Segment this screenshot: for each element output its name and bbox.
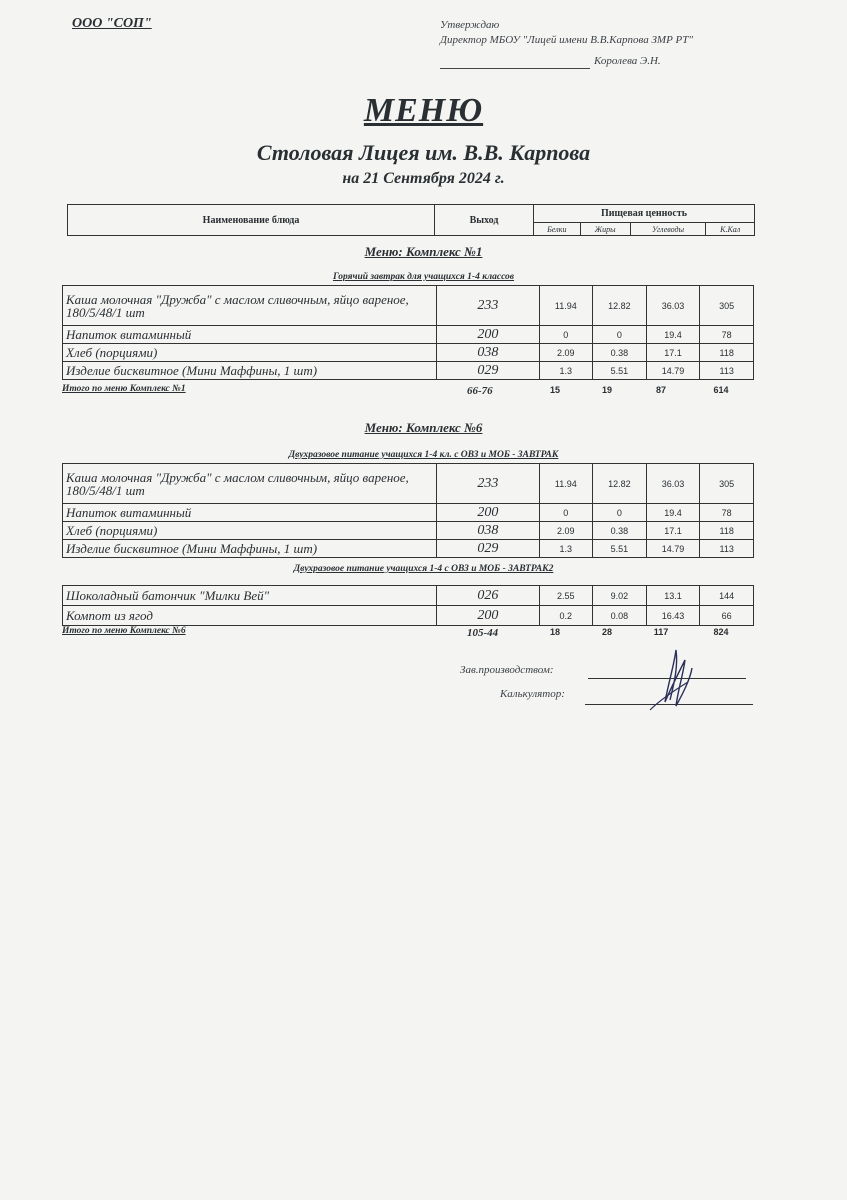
- header-dish-name: Наименование блюда: [68, 205, 435, 236]
- dish-kcal: 66: [700, 606, 754, 626]
- dish-kcal: 305: [700, 464, 754, 504]
- calculator-signature: [500, 688, 565, 700]
- dish-protein: 0.2: [539, 606, 593, 626]
- approver-name: Королева Э.Н.: [594, 55, 661, 67]
- header-yield: Выход: [435, 205, 534, 236]
- total-kcal: 824: [713, 627, 729, 637]
- total-label: Итого по меню Комплекс №1: [62, 384, 186, 394]
- dish-protein: 0: [539, 326, 593, 344]
- dish-carbs: 17.1: [646, 344, 700, 362]
- header-fat: Жиры: [580, 223, 630, 236]
- dish-carbs: 13.1: [646, 586, 700, 606]
- dish-yield: 233: [437, 464, 539, 504]
- total-yield: 105-44: [467, 627, 499, 639]
- dish-fat: 0.08: [593, 606, 647, 626]
- menu-date: на 21 Сентября 2024 г.: [342, 170, 505, 187]
- dish-protein: 0: [539, 504, 593, 522]
- complex6-title: Меню: Комплекс №6: [364, 420, 483, 435]
- table-row: [63, 586, 754, 606]
- calculator-label: Калькулятор:: [500, 688, 565, 700]
- dish-yield: 029: [437, 540, 539, 558]
- dish-kcal: 113: [700, 540, 754, 558]
- dish-fat: 0.38: [593, 522, 647, 540]
- dish-name: Шоколадный батончик "Милки Вей": [63, 586, 437, 606]
- dish-carbs: 14.79: [646, 362, 700, 380]
- dish-fat: 5.51: [593, 540, 647, 558]
- dish-name: Изделие бисквитное (Мини Маффины, 1 шт): [63, 540, 437, 558]
- dish-yield: 038: [437, 522, 539, 540]
- menu-table-header: [67, 204, 755, 236]
- dish-yield: 200: [437, 504, 539, 522]
- header-kcal: К.Кал: [706, 223, 755, 236]
- dish-name: Хлеб (порциями): [63, 522, 437, 540]
- dish-fat: 5.51: [593, 362, 647, 380]
- handwritten-signature: [640, 640, 700, 720]
- total-fat: 19: [601, 385, 612, 395]
- total-fat: 28: [601, 627, 612, 637]
- dish-name: Каша молочная "Дружба" с маслом сливочным, яйцо вареное, 180/5/48/1 шт: [63, 464, 437, 504]
- dish-carbs: 36.03: [646, 464, 700, 504]
- dish-fat: 0: [593, 504, 647, 522]
- dish-kcal: 113: [700, 362, 754, 380]
- table-row: [63, 286, 754, 326]
- dish-protein: 1.3: [539, 540, 593, 558]
- total-protein: 15: [549, 385, 560, 395]
- dish-carbs: 14.79: [646, 540, 700, 558]
- page-title: МЕНЮ: [363, 92, 484, 129]
- complex1-group-title: Горячий завтрак для учащихся 1-4 классов: [332, 272, 515, 282]
- dish-protein: 2.09: [539, 522, 593, 540]
- dish-kcal: 144: [700, 586, 754, 606]
- dish-name: Изделие бисквитное (Мини Маффины, 1 шт): [63, 362, 437, 380]
- total-carbs: 117: [653, 627, 669, 637]
- page-subtitle: Столовая Лицея им. В.В. Карпова: [256, 140, 591, 165]
- dish-yield: 200: [437, 326, 539, 344]
- organization-name: ООО "СОП": [72, 16, 152, 31]
- dish-carbs: 36.03: [646, 286, 700, 326]
- dish-fat: 0: [593, 326, 647, 344]
- complex6-group1-title: Двухразовое питание учащихся 1-4 кл. с ОВЗ и МОБ - ЗАВТРАК: [288, 450, 559, 460]
- dish-fat: 9.02: [593, 586, 647, 606]
- dish-kcal: 305: [700, 286, 754, 326]
- signature-blank: [440, 56, 590, 69]
- table-row: [63, 344, 754, 362]
- dish-kcal: 118: [700, 522, 754, 540]
- table-row: [63, 522, 754, 540]
- dish-fat: 12.82: [593, 464, 647, 504]
- dish-yield: 233: [437, 286, 539, 326]
- table-row: [63, 504, 754, 522]
- dish-yield: 038: [437, 344, 539, 362]
- production-signature: [460, 664, 554, 676]
- dish-carbs: 16.43: [646, 606, 700, 626]
- dish-yield: 026: [437, 586, 539, 606]
- approval-signature-line: [440, 54, 840, 69]
- signature-stroke: [665, 650, 692, 706]
- dish-carbs: 17.1: [646, 522, 700, 540]
- dish-yield: 200: [437, 606, 539, 626]
- total-kcal: 614: [713, 385, 729, 395]
- dish-protein: 11.94: [539, 464, 593, 504]
- production-label: Зав.производством:: [460, 664, 554, 676]
- dish-protein: 2.55: [539, 586, 593, 606]
- table-row: [63, 540, 754, 558]
- approval-position: Директор МБОУ "Лицей имени В.В.Карпова ЗМР РТ": [440, 34, 693, 46]
- complex1-total: [62, 384, 754, 398]
- approval-label: Утверждаю: [440, 19, 500, 31]
- dish-protein: 1.3: [539, 362, 593, 380]
- header-protein: Белки: [534, 223, 581, 236]
- complex6-group2-title: Двухразовое питание учащихся 1-4 с ОВЗ и МОБ - ЗАВТРАК2: [293, 564, 554, 574]
- approval-block: [440, 18, 840, 69]
- dish-name: Каша молочная "Дружба" с маслом сливочным, яйцо вареное, 180/5/48/1 шт: [63, 286, 437, 326]
- dish-carbs: 19.4: [646, 504, 700, 522]
- total-label: Итого по меню Комплекс №6: [62, 626, 186, 636]
- dish-protein: 2.09: [539, 344, 593, 362]
- dish-name: Напиток витаминный: [63, 504, 437, 522]
- dish-carbs: 19.4: [646, 326, 700, 344]
- complex1-table: [62, 285, 754, 380]
- complex6-table-1: [62, 463, 754, 558]
- dish-fat: 0.38: [593, 344, 647, 362]
- total-protein: 18: [549, 627, 560, 637]
- dish-kcal: 118: [700, 344, 754, 362]
- dish-kcal: 78: [700, 326, 754, 344]
- complex6-total: [62, 626, 754, 640]
- dish-fat: 12.82: [593, 286, 647, 326]
- complex6-table-2: [62, 585, 754, 626]
- dish-name: Хлеб (порциями): [63, 344, 437, 362]
- complex1-title: Меню: Комплекс №1: [364, 244, 483, 259]
- table-row: [63, 326, 754, 344]
- dish-yield: 029: [437, 362, 539, 380]
- dish-protein: 11.94: [539, 286, 593, 326]
- dish-kcal: 78: [700, 504, 754, 522]
- dish-name: Напиток витаминный: [63, 326, 437, 344]
- header-nutrition: Пищевая ценность: [534, 205, 755, 223]
- total-yield: 66-76: [467, 385, 493, 397]
- table-row: [63, 362, 754, 380]
- header-carbs: Углеводы: [630, 223, 706, 236]
- total-carbs: 87: [655, 385, 666, 395]
- table-row: [63, 464, 754, 504]
- table-row: [63, 606, 754, 626]
- dish-name: Компот из ягод: [63, 606, 437, 626]
